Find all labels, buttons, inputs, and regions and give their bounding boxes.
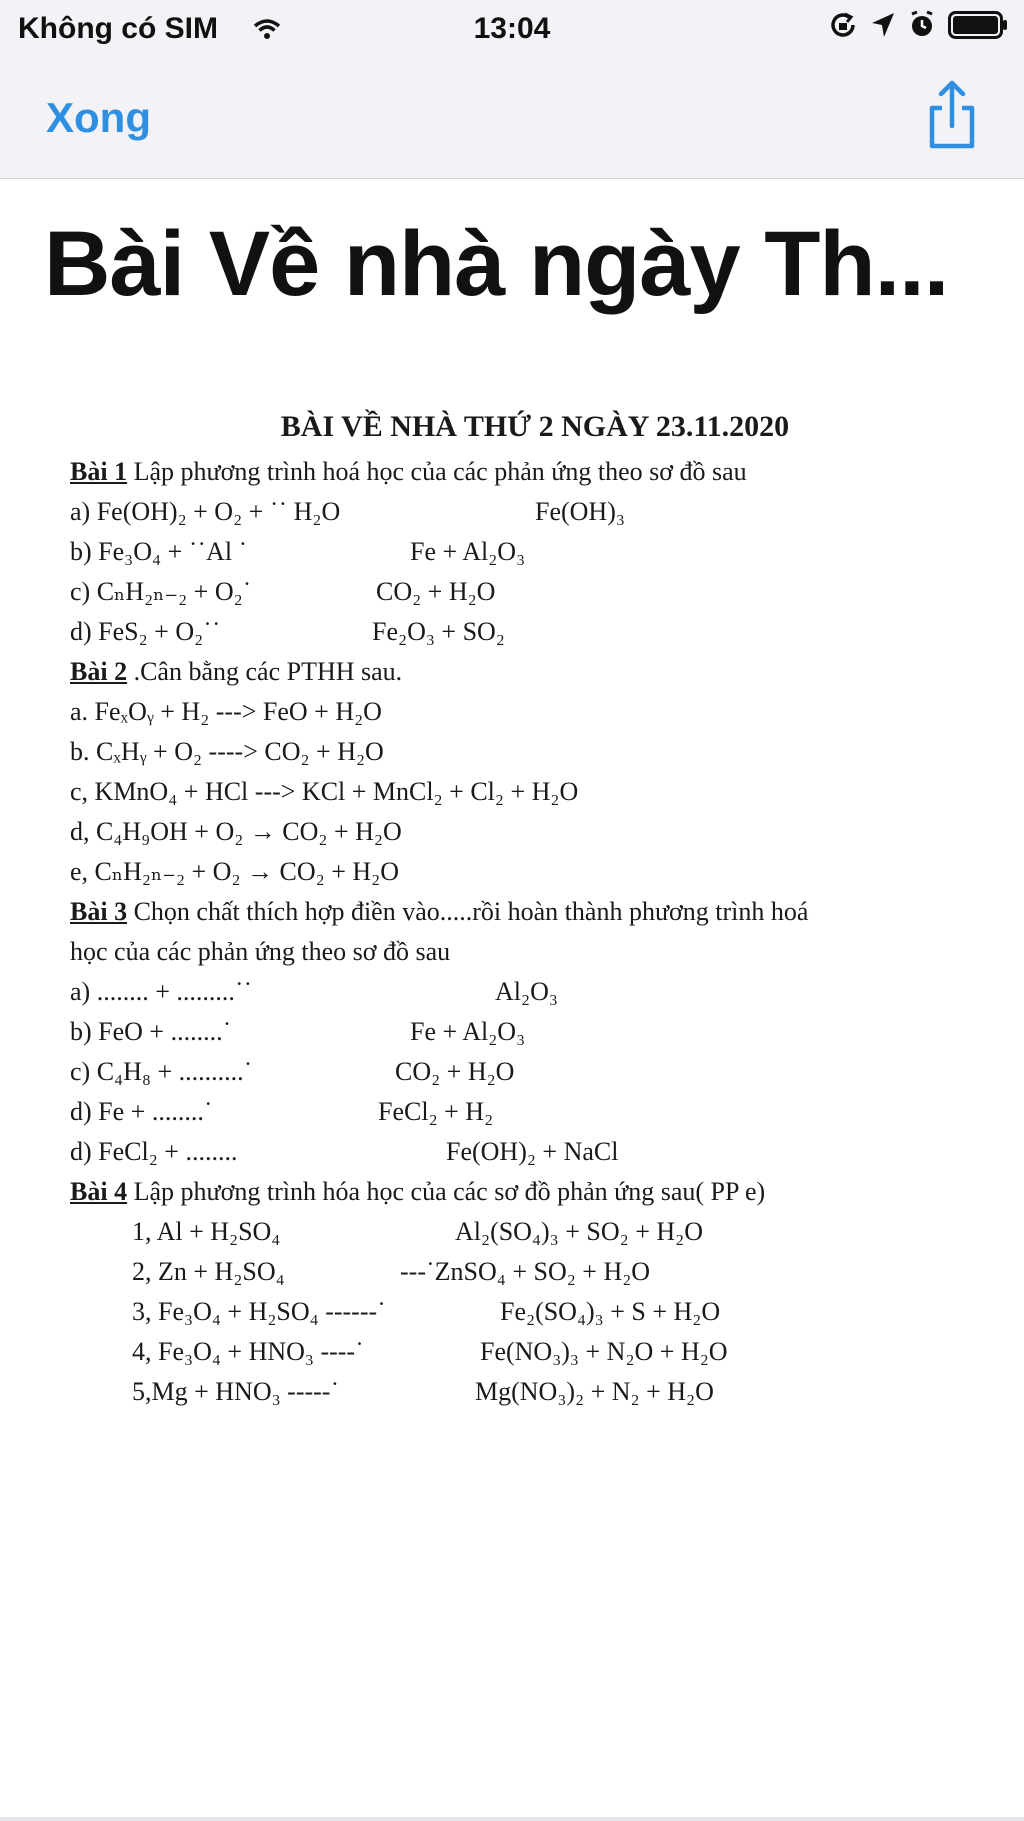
status-bar bbox=[0, 0, 1024, 60]
exercise-3-header bbox=[70, 892, 970, 932]
equation-left: d) Fe + ........˙ bbox=[70, 1097, 213, 1126]
exercise-instruction: Lập phương trình hoá học của các phản ứng theo sơ đồ sau bbox=[127, 457, 747, 486]
exercise-instruction: Lập phương trình hóa học của các sơ đồ phản ứng sau( PP e) bbox=[127, 1177, 766, 1206]
exercise-label: Bài 2 bbox=[70, 657, 128, 686]
exercise-label: Bài 4 bbox=[70, 1177, 128, 1206]
exercise-4-header bbox=[70, 1172, 970, 1212]
equation-line bbox=[70, 1012, 970, 1052]
equation-right: FeCl₂ + H₂ bbox=[378, 1097, 494, 1126]
equation-right: Fe(NO₃)₃ + N₂O + H₂O bbox=[480, 1337, 728, 1366]
equation-line bbox=[70, 612, 970, 652]
exercise-label: Bài 3 bbox=[70, 897, 128, 926]
equation-right: Fe₂O₃ + SO₂ bbox=[372, 617, 505, 646]
equation-right: Fe₂(SO₄)₃ + S + H₂O bbox=[500, 1297, 721, 1326]
exercise-instruction: Chọn chất thích hợp điền vào.....rồi hoàn thành phương trình hoá bbox=[127, 897, 809, 926]
equation-line bbox=[70, 572, 970, 612]
equation-right: Fe(OH)₃ bbox=[535, 497, 625, 526]
equation-line bbox=[70, 1372, 970, 1412]
equation-left: d) FeS₂ + O₂˙˙ bbox=[70, 617, 221, 646]
equation-right: CO₂ + H₂O bbox=[395, 1057, 515, 1086]
equation-line bbox=[70, 532, 970, 572]
alarm-icon bbox=[908, 10, 936, 48]
equation-left: 1, Al + H₂SO₄ bbox=[132, 1217, 281, 1246]
sheet-heading: BÀI VỀ NHÀ THỨ 2 NGÀY 23.11.2020 bbox=[280, 410, 790, 443]
equation-left: 2, Zn + H₂SO₄ bbox=[132, 1257, 285, 1286]
equation-line: c, KMnO₄ + HCl ---> KCl + MnCl₂ + Cl₂ + H₂O bbox=[70, 777, 579, 806]
equation-left: a) Fe(OH)₂ + O₂ + ˙˙ H₂O bbox=[70, 497, 341, 526]
homework-sheet bbox=[70, 410, 970, 1412]
equation-line: b. CₓHᵧ + O₂ ----> CO₂ + H₂O bbox=[70, 737, 384, 766]
equation-line bbox=[70, 492, 970, 532]
equation-right: Fe + Al₂O₃ bbox=[410, 537, 526, 566]
share-icon[interactable] bbox=[922, 78, 982, 155]
equation-line: d, C₄H₉OH + O₂ → CO₂ + H₂O bbox=[70, 817, 402, 846]
equation-right: Al₂(SO₄)₃ + SO₂ + H₂O bbox=[455, 1217, 703, 1246]
equation-line bbox=[70, 1292, 970, 1332]
status-icons bbox=[828, 10, 1008, 48]
exercise-2-header bbox=[70, 652, 970, 692]
equation-line bbox=[70, 1212, 970, 1252]
battery-icon bbox=[948, 11, 1008, 47]
location-icon bbox=[870, 11, 896, 47]
equation-left: 3, Fe₃O₄ + H₂SO₄ ------˙ bbox=[132, 1297, 386, 1326]
navigation-bar bbox=[0, 78, 1024, 158]
equation-line: e, CₙH₂ₙ₋₂ + O₂ → CO₂ + H₂O bbox=[70, 857, 399, 886]
equation-left: c) CₙH₂ₙ₋₂ + O₂˙ bbox=[70, 577, 252, 606]
equation-line bbox=[70, 1132, 970, 1172]
equation-right: ---˙ZnSO₄ + SO₂ + H₂O bbox=[400, 1257, 651, 1286]
exercise-instruction: .Cân bằng các PTHH sau. bbox=[127, 657, 403, 686]
equation-left: 4, Fe₃O₄ + HNO₃ ----˙ bbox=[132, 1337, 364, 1366]
equation-right: CO₂ + H₂O bbox=[376, 577, 496, 606]
status-clock: 13:04 bbox=[473, 12, 551, 45]
equation-left: b) Fe₃O₄ + ˙˙Al ˙ bbox=[70, 537, 248, 566]
equation-left: b) FeO + ........˙ bbox=[70, 1017, 232, 1046]
exercise-1-header bbox=[70, 452, 970, 492]
top-bar bbox=[0, 0, 1024, 179]
carrier-label: Không có SIM bbox=[18, 12, 218, 45]
equation-left: d) FeCl₂ + ........ bbox=[70, 1137, 238, 1166]
equation-right: Al₂O₃ bbox=[495, 977, 558, 1006]
equation-line bbox=[70, 1052, 970, 1092]
equation-line bbox=[70, 972, 970, 1012]
document-title: Bài Về nhà ngày Th... bbox=[44, 213, 949, 315]
equation-left: c) C₄H₈ + ..........˙ bbox=[70, 1057, 253, 1086]
equation-line bbox=[70, 1252, 970, 1292]
equation-right: Mg(NO₃)₂ + N₂ + H₂O bbox=[475, 1377, 714, 1406]
orientation-lock-icon bbox=[828, 10, 858, 48]
equation-left: a) ........ + .........˙˙ bbox=[70, 977, 253, 1006]
done-button[interactable]: Xong bbox=[46, 94, 151, 141]
equation-right: Fe(OH)₂ + NaCl bbox=[446, 1137, 619, 1166]
equation-line bbox=[70, 1332, 970, 1372]
equation-left: 5,Mg + HNO₃ -----˙ bbox=[132, 1377, 340, 1406]
equation-line: a. FeₓOᵧ + H₂ ---> FeO + H₂O bbox=[70, 697, 382, 726]
equation-right: Fe + Al₂O₃ bbox=[410, 1017, 526, 1046]
equation-line bbox=[70, 1092, 970, 1132]
exercise-instruction-continued: học của các phản ứng theo sơ đồ sau bbox=[70, 937, 451, 966]
exercise-label: Bài 1 bbox=[70, 457, 128, 486]
bottom-divider bbox=[0, 1817, 1024, 1821]
